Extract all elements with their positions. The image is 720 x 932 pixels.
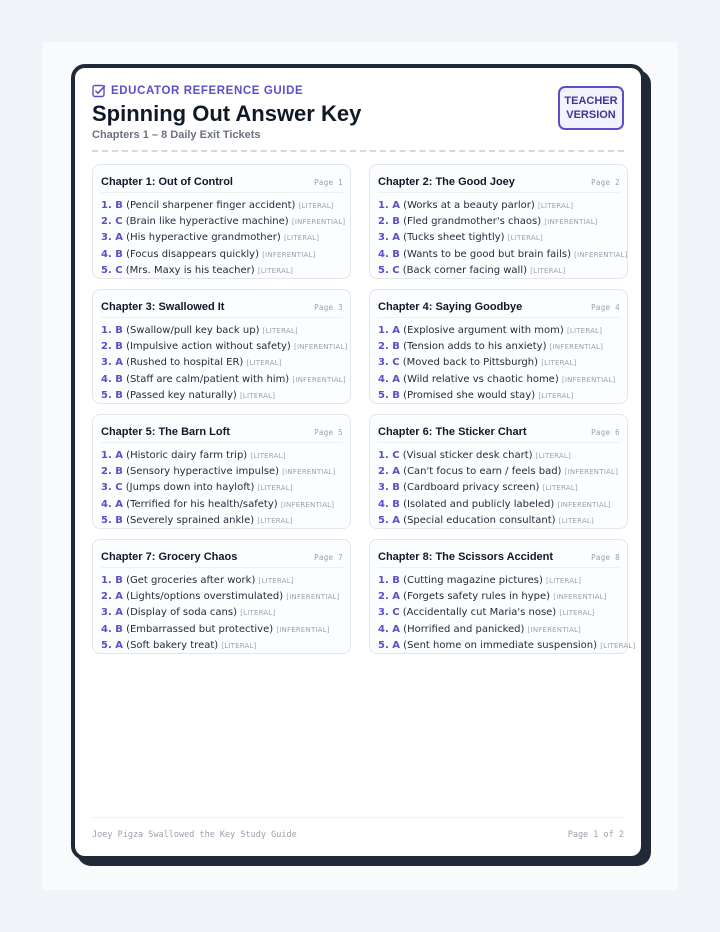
question-type-tag: [LITERAL]	[541, 359, 577, 368]
answer-number: 5. A	[378, 639, 400, 651]
answer-text: (Staff are calm/patient with him)	[126, 373, 290, 385]
question-type-tag: [INFERENTIAL]	[561, 375, 616, 384]
answer-text: (Isolated and publicly labeled)	[403, 498, 555, 510]
question-type-tag: [LITERAL]	[257, 266, 294, 275]
answer-item	[378, 513, 620, 529]
answer-number: 4. A	[378, 623, 400, 635]
chapter-title: Chapter 5: The Barn Loft	[101, 426, 230, 438]
chapter-page-label: Page 8	[591, 552, 620, 562]
answer-number: 1. B	[378, 575, 400, 586]
question-type-tag: [INFERENTIAL]	[574, 250, 628, 259]
answer-number: 4. A	[101, 498, 123, 510]
answer-item	[378, 448, 620, 464]
answer-number: 5. B	[101, 514, 123, 526]
answer-number: 3. B	[378, 482, 400, 494]
answer-text: (Get groceries after work)	[126, 575, 256, 586]
answer-item	[378, 263, 620, 279]
page-footer	[92, 817, 624, 840]
answer-text: (Display of soda cans)	[126, 607, 237, 619]
question-type-tag: [LITERAL]	[283, 234, 320, 243]
question-type-tag: [LITERAL]	[530, 266, 566, 275]
answer-item	[378, 589, 620, 605]
answer-number: 3. C	[101, 482, 123, 494]
answer-text: (Works at a beauty parlor)	[403, 200, 535, 211]
answer-item	[378, 480, 620, 496]
answer-item	[101, 198, 343, 214]
answer-text: (Can't focus to earn / feels bad)	[403, 466, 562, 478]
chapter-card	[369, 414, 628, 529]
answer-text: (Pencil sharpener finger accident)	[126, 200, 296, 211]
answer-text: (Moved back to Pittsburgh)	[402, 357, 539, 369]
page-subtitle: Chapters 1 – 8 Daily Exit Tickets	[92, 129, 261, 141]
answer-number: 2. B	[378, 341, 400, 353]
question-type-tag: [INFERENTIAL]	[294, 343, 348, 352]
question-type-tag: [LITERAL]	[600, 641, 636, 650]
chapter-card	[369, 539, 636, 654]
answer-item	[101, 230, 343, 246]
answer-item	[378, 355, 620, 371]
chapter-page-label: Page 5	[314, 427, 343, 437]
answer-text: (Mrs. Maxy is his teacher)	[125, 264, 255, 276]
answer-number: 2. A	[101, 591, 123, 603]
answer-text: (Wild relative vs chaotic home)	[403, 373, 559, 385]
chapter-grid	[92, 164, 636, 654]
answer-item	[101, 464, 343, 480]
answer-item	[101, 323, 343, 339]
question-type-tag: [INFERENTIAL]	[291, 218, 346, 227]
chapter-page-label: Page 3	[314, 302, 343, 312]
chapter-card-header	[101, 547, 343, 568]
chapter-card-header	[378, 547, 620, 568]
badge-line-2: VERSION	[566, 109, 616, 121]
answer-text: (Focus disappears quickly)	[126, 248, 259, 260]
answer-number: 4. B	[101, 623, 123, 635]
answer-item	[378, 214, 620, 230]
page-header	[92, 84, 624, 152]
question-type-tag: [INFERENTIAL]	[549, 343, 604, 352]
answer-text: (Jumps down into hayloft)	[125, 482, 255, 494]
answer-number: 2. B	[378, 216, 400, 228]
answer-item	[378, 605, 620, 621]
answer-text: (Embarrassed but protective)	[126, 623, 274, 635]
answer-item	[101, 497, 343, 513]
answer-item	[378, 230, 620, 246]
question-type-tag: [LITERAL]	[507, 234, 543, 243]
chapter-page-label: Page 4	[591, 302, 620, 312]
answer-number: 5. B	[101, 389, 123, 401]
chapter-title: Chapter 6: The Sticker Chart	[378, 426, 527, 438]
question-type-tag: [LITERAL]	[538, 391, 574, 400]
chapter-card	[92, 164, 351, 279]
answer-text: (Soft bakery treat)	[126, 639, 219, 651]
answer-text: (Cutting magazine pictures)	[403, 575, 543, 586]
question-type-tag: [LITERAL]	[558, 516, 594, 525]
answer-number: 1. A	[378, 200, 400, 211]
question-type-tag: [LITERAL]	[546, 577, 582, 585]
answer-text: (Promised she would stay)	[403, 389, 536, 401]
answer-text: (Explosive argument with mom)	[403, 325, 564, 336]
answer-item	[101, 480, 343, 496]
question-type-tag: [INFERENTIAL]	[262, 250, 316, 259]
eyebrow	[92, 84, 624, 98]
question-type-tag: [LITERAL]	[538, 202, 574, 210]
answer-number: 1. B	[101, 575, 123, 586]
answer-text: (Swallow/pull key back up)	[126, 325, 260, 336]
answer-text: (Terrified for his health/safety)	[126, 498, 278, 510]
question-type-tag: [LITERAL]	[559, 609, 595, 618]
answer-item	[101, 638, 343, 654]
question-type-tag: [LITERAL]	[566, 327, 603, 335]
question-type-tag: [LITERAL]	[250, 452, 286, 460]
answer-text: (Back corner facing wall)	[402, 264, 528, 276]
chapter-title: Chapter 4: Saying Goodbye	[378, 301, 523, 313]
question-type-tag: [INFERENTIAL]	[292, 375, 346, 384]
chapter-title: Chapter 2: The Good Joey	[378, 176, 515, 188]
answer-number: 3. C	[378, 357, 400, 369]
answer-item	[378, 247, 628, 263]
chapter-card-header	[378, 297, 620, 318]
chapter-card-header	[378, 422, 620, 443]
answer-item	[378, 464, 620, 480]
answer-text: (Passed key naturally)	[126, 389, 237, 401]
chapter-title: Chapter 1: Out of Control	[101, 176, 233, 188]
chapter-title: Chapter 3: Swallowed It	[101, 301, 225, 313]
question-type-tag: [INFERENTIAL]	[557, 500, 611, 509]
chapter-card	[369, 289, 628, 404]
question-type-tag: [LITERAL]	[246, 359, 282, 368]
answer-item	[101, 622, 343, 638]
answer-text: (Historic dairy farm trip)	[126, 450, 248, 461]
answer-text: (Visual sticker desk chart)	[402, 450, 533, 461]
answer-number: 1. B	[101, 325, 123, 336]
answer-text: (Forgets safety rules in hype)	[403, 591, 551, 603]
answer-number: 2. A	[378, 591, 400, 603]
answer-item	[378, 339, 620, 355]
answer-text: (Cardboard privacy screen)	[403, 482, 540, 494]
question-type-tag: [LITERAL]	[258, 577, 294, 585]
answer-number: 5. B	[378, 389, 400, 401]
answer-number: 3. A	[101, 232, 123, 244]
answer-item	[101, 605, 343, 621]
chapter-card-header	[378, 172, 620, 193]
answer-number: 4. B	[101, 248, 123, 260]
answer-item	[378, 638, 636, 654]
answer-number: 1. B	[101, 200, 123, 211]
answer-number: 1. A	[101, 450, 123, 461]
answer-number: 2. A	[378, 466, 400, 478]
footer-title: Joey Pigza Swallowed the Key Study Guide	[92, 830, 297, 840]
chapter-title: Chapter 7: Grocery Chaos	[101, 551, 238, 563]
chapter-page-label: Page 6	[591, 427, 620, 437]
checkbox-icon	[92, 84, 106, 98]
answer-key-page	[71, 64, 645, 860]
answer-item	[101, 513, 343, 529]
page-title: Spinning Out Answer Key	[92, 101, 362, 126]
chapter-card-header	[101, 297, 343, 318]
answer-text: (Wants to be good but brain fails)	[403, 248, 571, 260]
question-type-tag: [INFERENTIAL]	[276, 625, 330, 634]
question-type-tag: [INFERENTIAL]	[564, 468, 619, 477]
question-type-tag: [INFERENTIAL]	[282, 468, 336, 477]
answer-text: (Tucks sheet tightly)	[403, 232, 505, 244]
answer-number: 3. C	[378, 607, 400, 619]
chapter-page-label: Page 7	[314, 552, 343, 562]
answer-item	[378, 497, 620, 513]
question-type-tag: [LITERAL]	[257, 516, 293, 525]
answer-text: (Tension adds to his anxiety)	[403, 341, 547, 353]
answer-item	[378, 388, 620, 404]
answer-text: (Impulsive action without safety)	[126, 341, 291, 353]
chapter-card-header	[101, 172, 343, 193]
chapter-card-header	[101, 422, 343, 443]
question-type-tag: [INFERENTIAL]	[544, 218, 598, 227]
answer-item	[101, 355, 343, 371]
answer-item	[378, 372, 620, 388]
answer-number: 3. A	[101, 357, 123, 369]
question-type-tag: [LITERAL]	[535, 452, 571, 460]
answer-item	[101, 448, 343, 464]
question-type-tag: [LITERAL]	[298, 202, 334, 210]
answer-number: 2. B	[101, 341, 123, 353]
chapter-page-label: Page 1	[314, 177, 343, 187]
chapter-card	[369, 164, 628, 279]
answer-text: (Brain like hyperactive machine)	[125, 216, 289, 228]
answer-item	[101, 263, 343, 279]
answer-text: (His hyperactive grandmother)	[126, 232, 281, 244]
question-type-tag: [LITERAL]	[221, 641, 257, 650]
answer-number: 3. A	[101, 607, 123, 619]
question-type-tag: [LITERAL]	[262, 327, 298, 335]
question-type-tag: [LITERAL]	[542, 484, 578, 493]
answer-item	[101, 247, 343, 263]
chapter-card	[92, 414, 351, 529]
answer-number: 3. A	[378, 232, 400, 244]
answer-number: 5. A	[378, 514, 400, 526]
answer-text: (Rushed to hospital ER)	[126, 357, 244, 369]
chapter-page-label: Page 2	[591, 177, 620, 187]
answer-number: 1. A	[378, 325, 400, 336]
answer-number: 5. A	[101, 639, 123, 651]
answer-number: 4. B	[101, 373, 123, 385]
answer-number: 4. B	[378, 498, 400, 510]
answer-number: 4. B	[378, 248, 400, 260]
question-type-tag: [INFERENTIAL]	[553, 593, 607, 602]
footer-page-number: Page 1 of 2	[567, 830, 624, 840]
answer-number: 5. C	[101, 264, 123, 276]
answer-item	[101, 589, 343, 605]
answer-number: 2. C	[101, 216, 123, 228]
answer-item	[378, 198, 620, 214]
eyebrow-label: EDUCATOR REFERENCE GUIDE	[111, 85, 304, 97]
question-type-tag: [INFERENTIAL]	[286, 593, 340, 602]
chapter-card	[92, 539, 351, 654]
answer-number: 2. B	[101, 466, 123, 478]
question-type-tag: [INFERENTIAL]	[527, 625, 581, 634]
answer-number: 5. C	[378, 264, 400, 276]
answer-text: (Severely sprained ankle)	[126, 514, 255, 526]
answer-item	[101, 573, 343, 589]
chapter-title: Chapter 8: The Scissors Accident	[378, 551, 554, 563]
teacher-version-badge	[558, 86, 624, 130]
badge-line-1: TEACHER	[564, 95, 618, 107]
answer-text: (Accidentally cut Maria's nose)	[402, 607, 557, 619]
answer-item	[101, 388, 343, 404]
answer-number: 1. C	[378, 450, 400, 461]
answer-text: (Sensory hyperactive impulse)	[126, 466, 280, 478]
question-type-tag: [INFERENTIAL]	[280, 500, 335, 509]
question-type-tag: [LITERAL]	[239, 391, 276, 400]
answer-item	[378, 573, 620, 589]
answer-item	[378, 622, 620, 638]
answer-text: (Sent home on immediate suspension)	[403, 639, 598, 651]
answer-item	[378, 323, 620, 339]
answer-number: 4. A	[378, 373, 400, 385]
answer-text: (Fled grandmother's chaos)	[403, 216, 542, 228]
answer-item	[101, 372, 346, 388]
question-type-tag: [LITERAL]	[240, 609, 276, 618]
answer-text: (Special education consultant)	[403, 514, 556, 526]
answer-text: (Lights/options overstimulated)	[126, 591, 284, 603]
question-type-tag: [LITERAL]	[257, 484, 293, 493]
answer-text: (Horrified and panicked)	[403, 623, 525, 635]
answer-item	[101, 339, 348, 355]
answer-item	[101, 214, 346, 230]
chapter-card	[92, 289, 351, 404]
